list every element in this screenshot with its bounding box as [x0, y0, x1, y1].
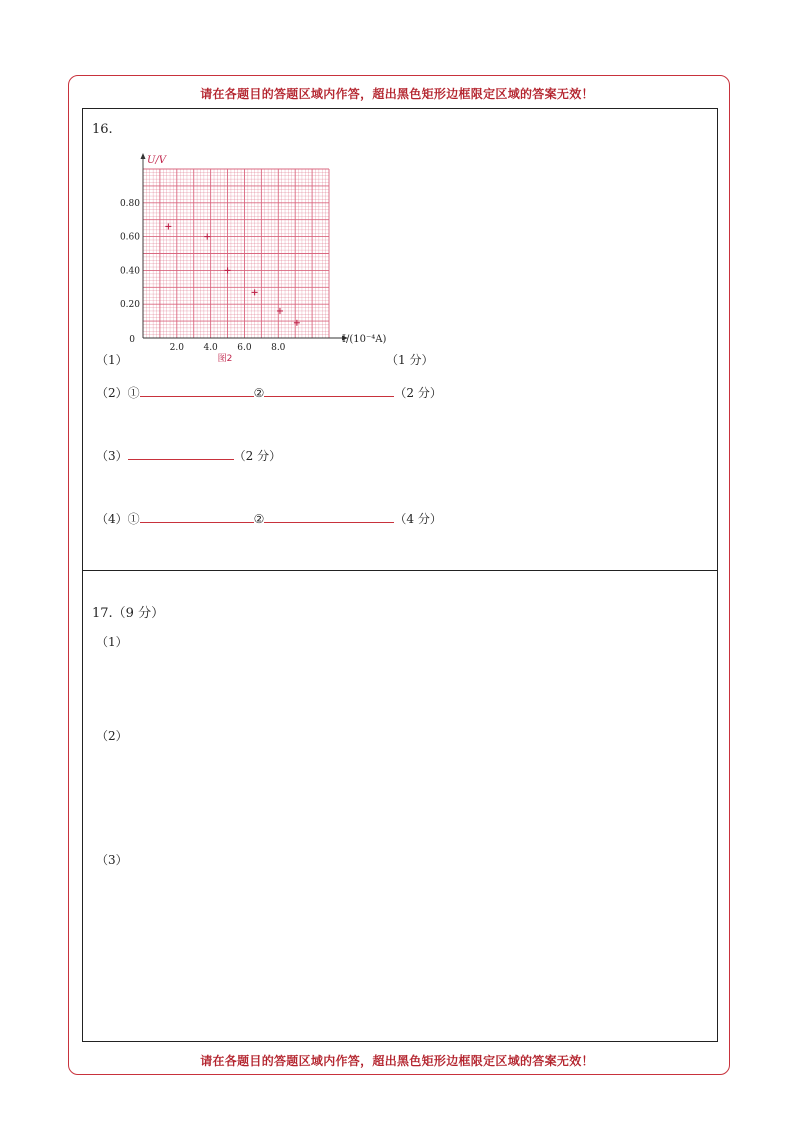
q16-part2-blank2[interactable] [264, 386, 394, 397]
header-warning: 请在各题目的答题区域内作答，超出黑色矩形边框限定区域的答案无效！ [200, 87, 594, 101]
circle-1: ① [127, 512, 140, 526]
x-tick-label: 2.0 [169, 343, 184, 353]
q16-number: 16. [92, 122, 113, 137]
data-point [204, 234, 210, 240]
q16-part2-label: （2） [96, 386, 128, 400]
footer-warning: 请在各题目的答题区域内作答，超出黑色矩形边框限定区域的答案无效！ [200, 1054, 594, 1068]
chart-figure2 [110, 150, 400, 365]
q16-part1-score: （1 分） [386, 353, 434, 367]
q16-part4-label: （4） [96, 512, 128, 526]
q16-part2-score: （2 分） [394, 386, 442, 400]
q16-part2-blank1[interactable] [140, 386, 254, 397]
y-tick-label: 0.80 [119, 198, 140, 209]
q16-part4-score: （4 分） [394, 512, 442, 526]
q16-part4-row [96, 510, 442, 527]
q16-part4-blank1[interactable] [140, 512, 254, 523]
origin-label: 0 [129, 335, 135, 345]
q16-part1-label: （1） [96, 353, 128, 367]
figure-caption: 图2 [217, 354, 233, 364]
y-axis-arrow [141, 153, 146, 159]
y-tick-label: 0.60 [119, 232, 140, 243]
q16-part3-row [96, 447, 281, 464]
q16-part3-score: （2 分） [233, 449, 282, 463]
y-axis-label: U/V [147, 155, 167, 166]
q16-part3-label: （3） [96, 449, 128, 463]
q16-part4-blank2[interactable] [264, 512, 394, 523]
data-point [252, 289, 258, 295]
x-axis-label: I/(10⁻⁴A) [342, 334, 387, 345]
q16-part3-blank[interactable] [128, 449, 234, 460]
y-tick-label: 0.40 [119, 266, 140, 277]
q17-answer-box [82, 570, 718, 1042]
q17-part3-label: （3） [96, 853, 128, 867]
data-point [225, 267, 231, 273]
q17-part2-label: （2） [96, 729, 128, 743]
q17-number: 17.（9 分） [92, 606, 165, 621]
q17-part1-label: （1） [96, 635, 128, 649]
circle-2: ② [253, 386, 265, 400]
x-tick-label: 8.0 [271, 343, 286, 353]
circle-2: ② [253, 512, 265, 526]
data-point [165, 223, 171, 229]
x-tick-label: 4.0 [203, 343, 218, 353]
x-tick-label: 6.0 [237, 343, 252, 353]
y-tick-label: 0.20 [119, 300, 140, 311]
q16-part2-row [96, 384, 442, 401]
circle-1: ① [127, 386, 140, 400]
